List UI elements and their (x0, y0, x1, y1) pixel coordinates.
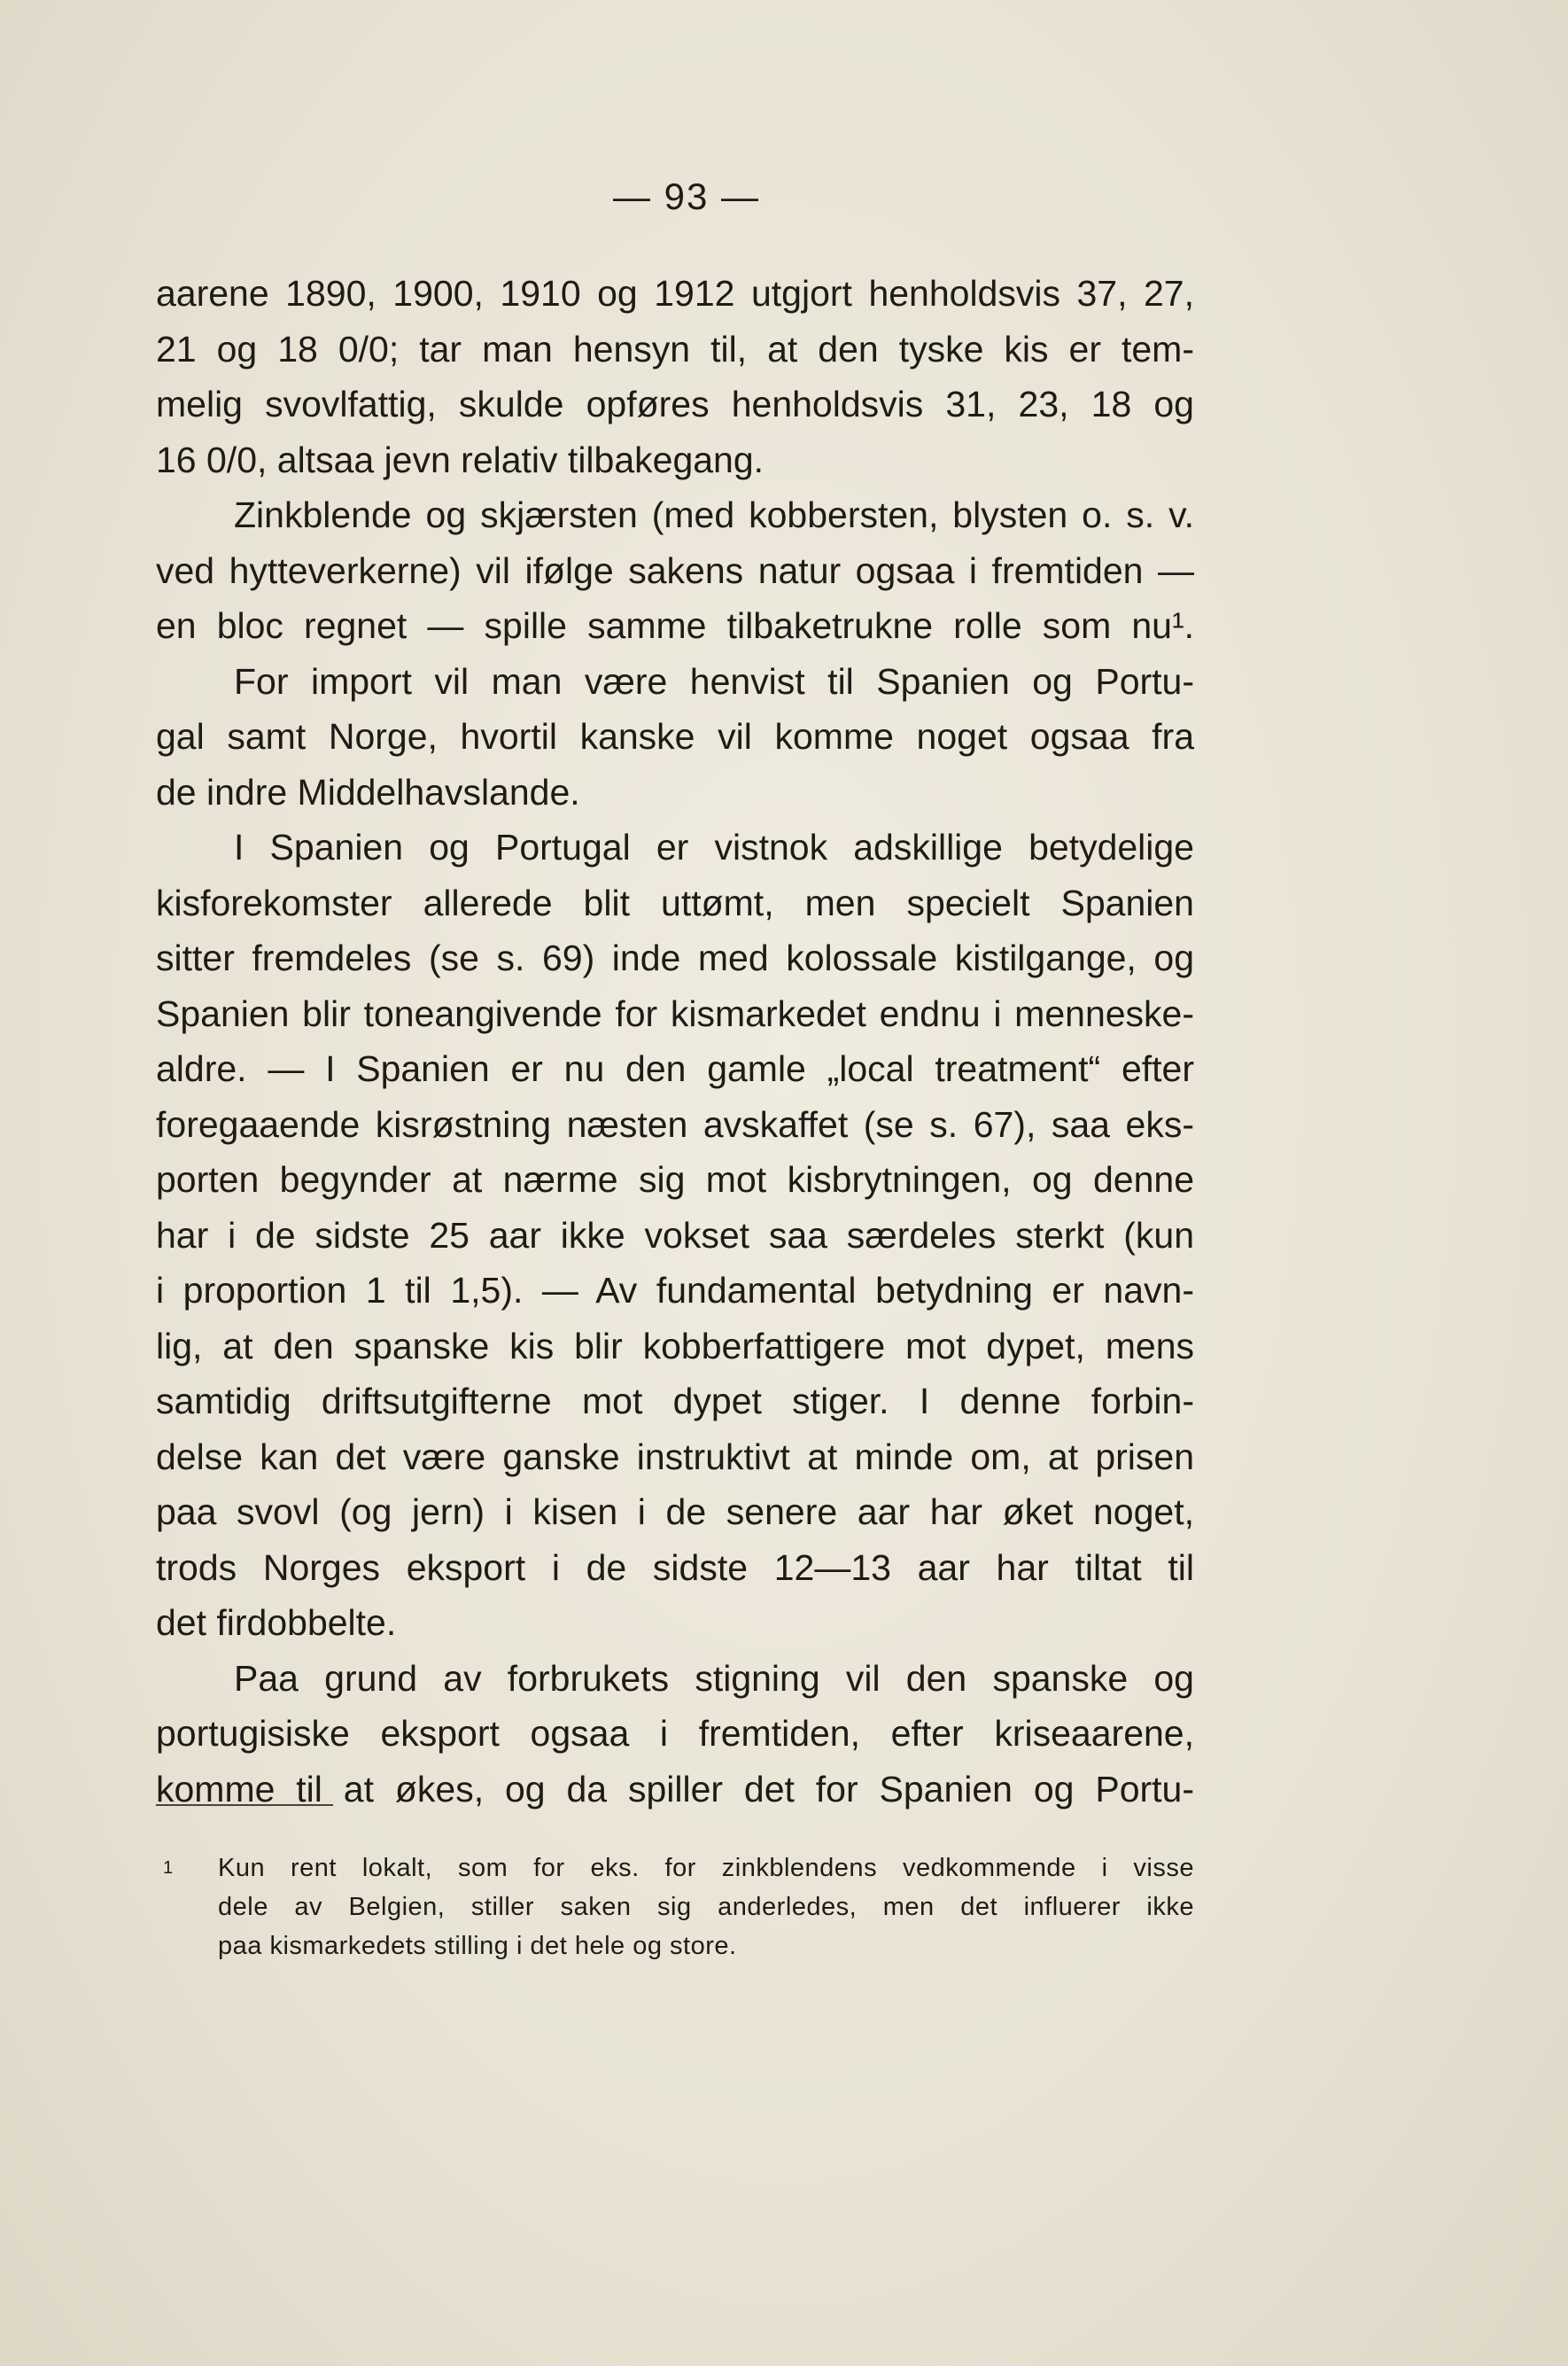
text-line: I Spanien og Portugal er vistnok adskillige betydelige (234, 827, 1194, 868)
text-line: paa svovl (og jern) i kisen i de senere aar har øket noget, (156, 1491, 1194, 1532)
text-line: i proportion 1 til 1,5). — Av fundamental betydning er navn- (156, 1270, 1194, 1311)
text-line: ved hytteverkerne) vil ifølge sakens natur ogsaa i fremtiden — (156, 549, 1194, 591)
text-line: aldre. — I Spanien er nu den gamle „local treatment“ efter (156, 1048, 1194, 1089)
text-line: de indre Middelhavslande. (156, 771, 580, 813)
footnote (163, 1848, 1194, 1965)
text-line: trods Norges eksport i de sidste 12—13 aar har tiltat til (156, 1546, 1194, 1588)
page-number: — 93 — (612, 175, 761, 217)
text-line: porten begynder at nærme sig mot kisbrytningen, og denne (156, 1159, 1194, 1200)
text-line: portugisiske eksport ogsaa i fremtiden, efter kriseaarene, (156, 1713, 1194, 1754)
text-line: sitter fremdeles (se s. 69) inde med kolossale kistilgange, og (156, 938, 1194, 978)
footnote-line: paa kismarkedets stilling i det hele og store. (218, 1932, 737, 1960)
footnote-divider (156, 1804, 333, 1806)
body-text (156, 266, 1194, 1817)
text-line: delse kan det være ganske instruktivt at minde om, at prisen (156, 1436, 1194, 1477)
footnote-line: dele av Belgien, stiller saken sig anderledes, men det influerer ikke (218, 1893, 1194, 1921)
text-line: samtidig driftsutgifterne mot dypet stiger. I denne forbin- (156, 1381, 1194, 1421)
text-line: Paa grund av forbrukets stigning vil den spanske og (234, 1657, 1194, 1699)
text-line: aarene 1890, 1900, 1910 og 1912 utgjort henholdsvis 37, 27, (156, 273, 1194, 314)
text-line: For import vil man være henvist til Spanien og Portu- (234, 660, 1194, 702)
text-line: en bloc regnet — spille samme tilbaketrukne rolle som nu¹. (156, 605, 1194, 646)
text-line: 21 og 18 0/0; tar man hensyn til, at den tyske kis er tem- (156, 328, 1194, 370)
footnote-marker: 1 (163, 1858, 174, 1878)
text-line: har i de sidste 25 aar ikke vokset saa særdeles sterkt (kun (156, 1214, 1194, 1256)
text-line: det firdobbelte. (156, 1602, 397, 1643)
text-line: melig svovlfattig, skulde opføres henholdsvis 31, 23, 18 og (156, 384, 1194, 424)
footnote-line: Kun rent lokalt, som for eks. for zinkblendens vedkommende i visse (218, 1854, 1194, 1882)
text-line: foregaaende kisrøstning næsten avskaffet (se s. 67), saa eks- (156, 1103, 1194, 1145)
text-line: Zinkblende og skjærsten (med kobbersten, blysten o. s. v. (234, 494, 1194, 535)
text-line: komme til at økes, og da spiller det for Spanien og Portu- (156, 1768, 1194, 1810)
text-line: gal samt Norge, hvortil kanske vil komme noget ogsaa fra (156, 716, 1194, 757)
text-line: 16 0/0, altsaa jevn relativ tilbakegang. (156, 439, 765, 480)
text-line: Spanien blir toneangivende for kismarkedet endnu i menneske- (156, 992, 1194, 1034)
text-line: lig, at den spanske kis blir kobberfattigere mot dypet, mens (156, 1325, 1194, 1366)
text-line: kisforekomster allerede blit uttømt, men specielt Spanien (156, 882, 1194, 923)
